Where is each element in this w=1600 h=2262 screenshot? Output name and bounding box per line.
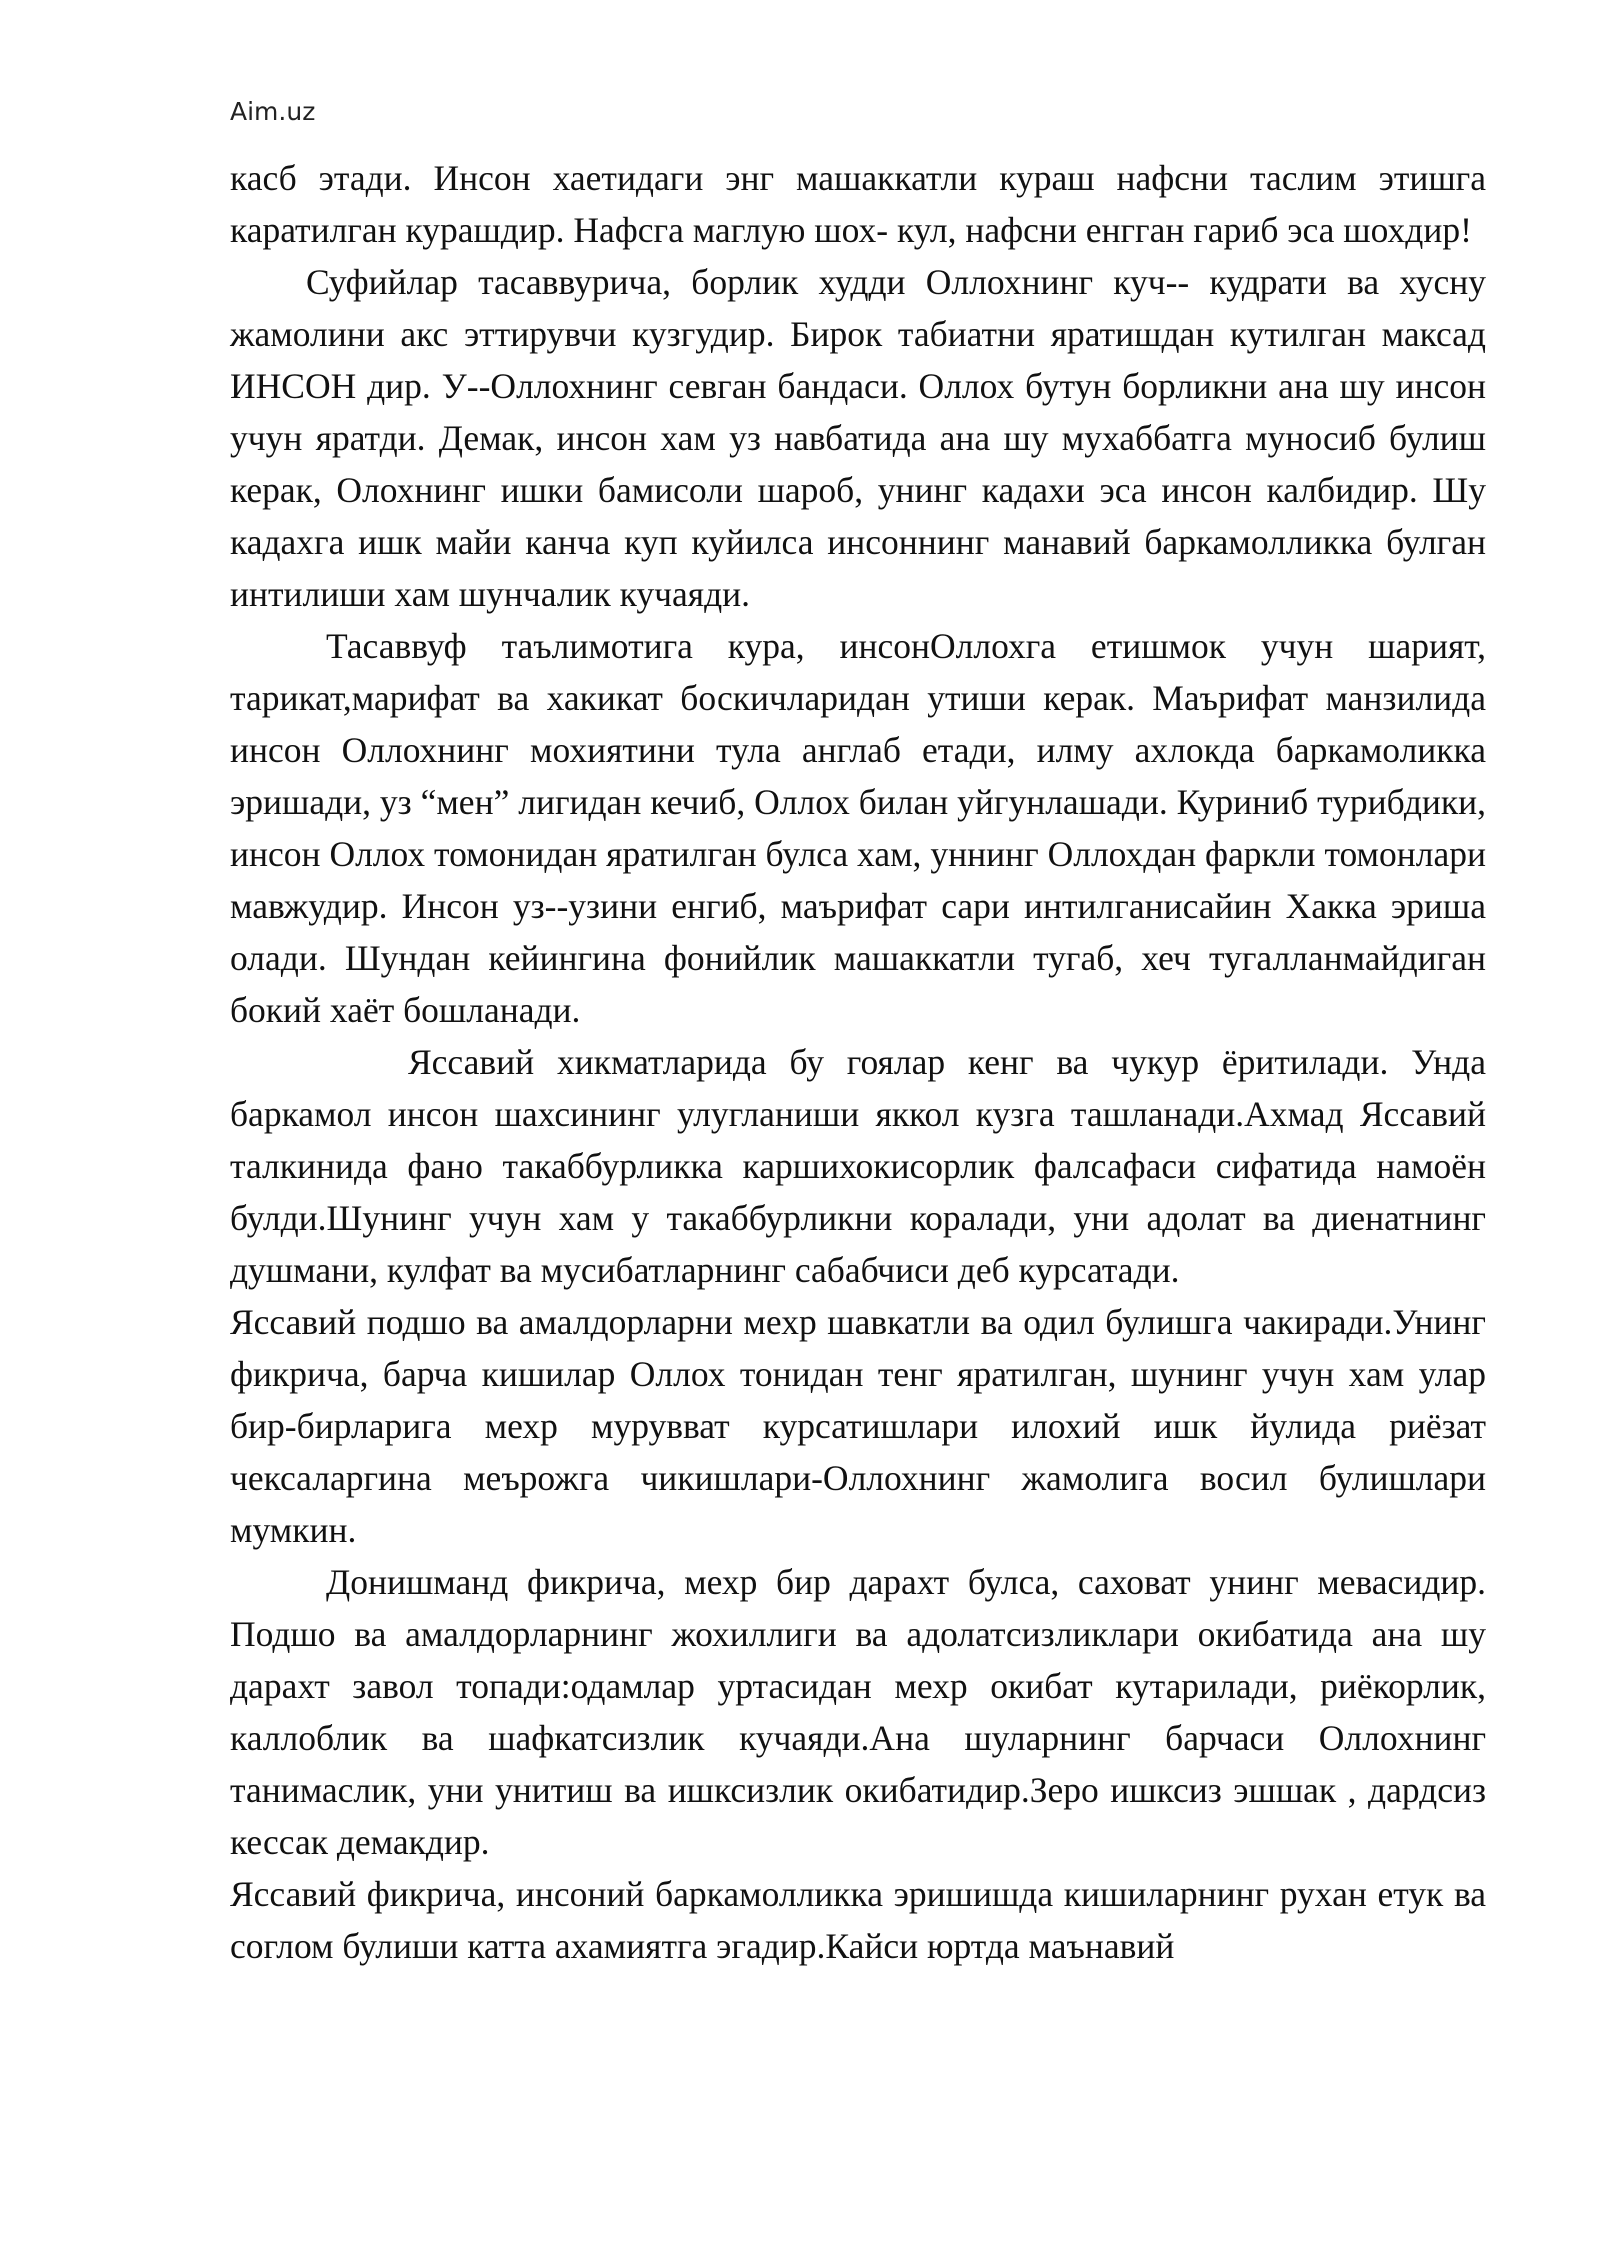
paragraph: Донишманд фикрича, мехр бир дарахт булса, саховат унинг мевасидир. Подшо ва амалдорларнинг жохиллиги ва адолатсизликлари окибатида ана шу дарахт завол топади:одамлар уртасидан мехр окибат кутарилади, риёкорлик, каллоблик ва шафкатсизлик кучаяди.Ана шуларнинг барчаси Оллохнинг танимаслик, уни унитиш ва ишксизлик окибатидир.Зеро ишксиз эшшак , дардсиз кессак демакдир.	[230, 1562, 1486, 1862]
paragraph: Яссавий фикрича, инсоний баркамолликка эришишда кишиларнинг рухан етук ва соглом булиши катта ахамиятга эгадир.Кайси юртда маънавий	[230, 1874, 1486, 1966]
paragraph: Тасаввуф таълимотига кура, инсонОллохга етишмок учун шарият, тарикат,марифат ва хакикат боскичларидан утиши керак. Маърифат манзилида инсон Оллохнинг мохиятини тула англаб етади, илму ахлокда баркамоликка эришади, уз “мен” лигидан кечиб, Оллох билан уйгунлашади. Куриниб турибдики, инсон Оллох томонидан яратилган булса хам, уннинг Оллохдан фаркли томонлари мавжудир. Инсон уз--узини енгиб, маърифат сари интилганисайин Хакка эриша олади. Шундан кейингина фонийлик машаккатли тугаб, хеч тугалланмайдиган бокий хаёт бошланади.	[230, 626, 1486, 1030]
document-body	[230, 152, 1486, 1972]
paragraph: Яссавий подшо ва амалдорларни мехр шавкатли ва одил булишга чакиради.Унинг фикрича, барча кишилар Оллох тонидан тенг яратилган, шунинг учун хам улар бир-бирларига мехр мурувват курсатишлари илохий ишк йулида риёзат чексаларгина меърожга чикишлари-Оллохнинг жамолига восил булишлари мумкин.	[230, 1302, 1486, 1550]
paragraph: касб этади. Инсон хаетидаги энг машаккатли кураш нафсни таслим этишга каратилган курашдир. Нафсга маглую шох- кул, нафсни енгган гариб эса шохдир!	[230, 158, 1486, 250]
paragraph: Яссавий хикматларида бу гоялар кенг ва чукур ёритилади. Унда баркамол инсон шахсининг улугланиши яккол кузга ташланади.Ахмад Яссавий талкинида фано такаббурликка каршихокисорлик фалсафаси сифатида намоён булди.Шунинг учун хам у такаббурликни коралади, уни адолат ва диенатнинг душмани, кулфат ва мусибатларнинг сабабчиси деб курсатади.	[230, 1042, 1486, 1290]
page-header-site: Aim.uz	[230, 97, 316, 126]
paragraph: Суфийлар тасаввурича, борлик худди Оллохнинг куч-- кудрати ва хусну жамолини акс эттирувчи кузгудир. Бирок табиатни яратишдан кутилган максад ИНСОН дир. У--Оллохнинг севган бандаси. Оллох бутун борликни ана шу инсон учун яратди. Демак, инсон хам уз навбатида ана шу мухаббатга муносиб булиш керак, Олохнинг ишки бамисоли шароб, унинг кадахи эса инсон калбидир. Шу кадахга ишк майи канча куп куйилса инсоннинг манавий баркамолликка булган интилиши хам шунчалик кучаяди.	[230, 262, 1486, 614]
